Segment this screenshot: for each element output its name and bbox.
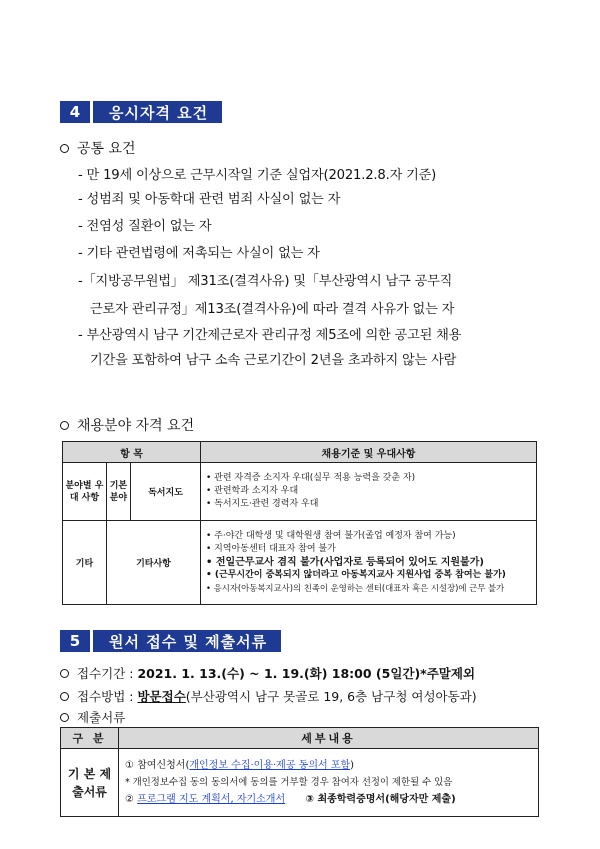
- section-5-header: [60, 630, 281, 652]
- circle-bullet-icon: [60, 421, 69, 430]
- document-list: [119, 749, 539, 817]
- circle-bullet-icon: [60, 713, 69, 722]
- document-note: * 개인정보수집 동의 동의서에 동의를 거부할 경우 참여자 선정이 제한될 수 있음: [125, 777, 453, 788]
- criteria-item: • 주·야간 대학생 및 대학원생 참여 불가(졸업 예정자 참여 가능): [206, 530, 535, 543]
- method-value: 방문접수: [137, 689, 186, 704]
- requirement-line: -「지방공무원법」 제31조(결격사유) 및「부산광역시 남구 공무직: [78, 274, 453, 289]
- circle-bullet-icon: [60, 669, 69, 678]
- circle-bullet-icon: [60, 692, 69, 701]
- requirement-line: - 성범죄 및 아동학대 관련 범죄 사실이 없는 자: [78, 192, 341, 207]
- note-text: (근무시간이 중복되지 않더라고 아동복지교사 지원사업 중복 참여는 불가): [214, 570, 506, 580]
- row-subcategory: 기본 분야: [106, 463, 130, 521]
- method-label: 접수방법 :: [77, 689, 138, 704]
- document-item-2-3: [125, 791, 532, 808]
- plan-form-link[interactable]: 프로그램 지도 계획서, 자기소개서: [137, 794, 286, 805]
- requirement-line: - 전염성 질환이 없는 자: [78, 219, 212, 234]
- table-header-criteria: 채용기준 및 우대사항: [201, 442, 537, 463]
- qualification-table: [62, 441, 537, 605]
- document-item-3: ③ 최종학력증명서(해당자만 제출): [305, 794, 456, 805]
- criteria-item: • 응시자(아동복지교사)의 친족이 운영하는 센터(대표자 혹은 시설장)에 근무 불가: [206, 582, 535, 595]
- heading-text: 공통 요건: [77, 141, 136, 157]
- heading-text: 제출서류: [77, 710, 126, 725]
- application-method: [60, 687, 477, 705]
- heading-text: 채용분야 자격 요건: [77, 418, 195, 434]
- criteria-item: • 지역아동센터 대표자 참여 불가: [206, 543, 535, 556]
- row-job: 독서지도: [130, 463, 200, 521]
- requirement-line: 근로자 관리규정」제13조(결격사유)에 따라 결격 사유가 없는 자: [90, 302, 455, 317]
- row-category: 기타: [63, 521, 107, 605]
- table-header-details: 세부내용: [119, 728, 539, 749]
- circle-bullet-icon: [60, 144, 69, 153]
- document-item-1: [125, 757, 532, 774]
- section-title: 원서 접수 및 제출서류: [93, 630, 281, 652]
- item-prefix: ②: [125, 794, 138, 805]
- field-requirements-heading: [60, 415, 194, 435]
- section-number: 5: [60, 630, 90, 652]
- requirement-line: 기간을 포함하여 남구 소속 근로기간이 2년을 초과하지 않는 사람: [90, 353, 457, 368]
- requirement-line: - 만 19세 이상으로 근무시작일 기준 실업자(2021.2.8.자 기준): [78, 168, 437, 183]
- documents-table: [60, 727, 539, 817]
- row-category: 분야별 우대 사항: [63, 463, 107, 521]
- requirement-line: - 부산광역시 남구 기간제근로자 관리규정 제5조에 의한 공고된 채용: [78, 328, 462, 343]
- criteria-item: • 전일근무교사 겸직 불가(사업자로 등록되어 있어도 지원불가): [206, 556, 535, 569]
- application-period: [60, 664, 475, 682]
- item-prefix: ① 참여신청서(: [125, 760, 190, 771]
- criteria-item: • 독서지도·관련 경력자 우대: [206, 498, 535, 511]
- criteria-item-note: [206, 569, 535, 582]
- item-suffix: ): [350, 760, 355, 771]
- criteria-item: • 관련학과 소지자 우대: [206, 485, 535, 498]
- consent-form-link[interactable]: 개인정보 수집·이용·제공 동의서 포함: [189, 760, 351, 771]
- criteria-item: • 관련 자격증 소지자 우대(실무 적용 능력을 갖춘 자): [206, 472, 535, 485]
- row-criteria: [201, 521, 537, 605]
- requirement-line: - 기타 관련법령에 저촉되는 사실이 없는 자: [78, 246, 320, 261]
- section-4-header: [60, 101, 222, 123]
- section-title: 응시자격 요건: [93, 101, 222, 123]
- period-value: 2021. 1. 13.(수) ~ 1. 19.(화) 18:00 (5일간)*주말제외: [137, 666, 476, 681]
- period-label: 접수기간 :: [77, 666, 138, 681]
- table-header-item: 항 목: [63, 442, 201, 463]
- section-number: 4: [60, 101, 90, 123]
- row-label: 기 본 제출서류: [61, 749, 119, 817]
- table-header-category: 구 분: [61, 728, 119, 749]
- documents-heading: [60, 708, 125, 726]
- method-address: (부산광역시 남구 못골로 19, 6층 남구청 여성아동과): [185, 689, 477, 704]
- common-requirements-heading: [60, 138, 136, 158]
- row-criteria: [201, 463, 537, 521]
- row-job: 기타사항: [106, 521, 200, 605]
